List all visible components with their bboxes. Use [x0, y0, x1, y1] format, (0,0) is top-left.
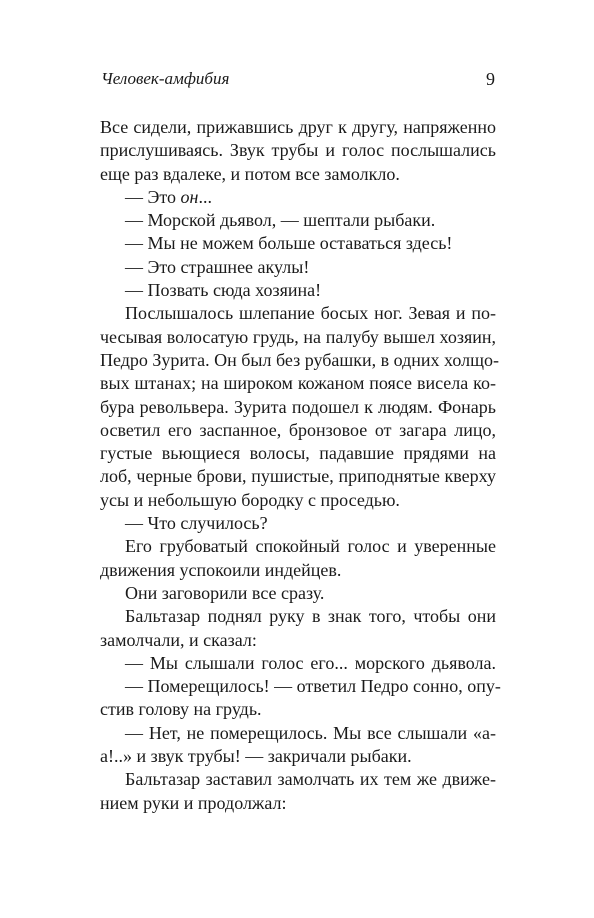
text-line [100, 722, 496, 745]
text-line [100, 792, 496, 815]
text-line-content: — Мы не можем больше оставаться здесь! [125, 233, 453, 254]
text-line [100, 489, 496, 512]
text-line-content: чесывая волосатую грудь, на палубу вышел хозяин, [100, 326, 496, 347]
text-line-content: Они заговорили все сразу. [125, 582, 325, 603]
text-line [100, 372, 496, 395]
text-line [100, 629, 496, 652]
text-line-content: — Это страшнее акулы! [125, 256, 310, 277]
text-line-content: Бальтазар заставил замолчать их тем же движе- [125, 769, 496, 790]
text-line [100, 652, 496, 675]
text-line [100, 675, 501, 698]
text-line-tail: ... [198, 186, 212, 207]
text-line-content: прислушиваясь. Звук трубы и голос послышались [100, 140, 496, 161]
text-line-content: густые вьющиеся волосы, падавшие прядями на [100, 443, 496, 464]
text-line-content: — Что случилось? [125, 513, 268, 534]
text-line [100, 698, 496, 721]
text-line [100, 326, 496, 349]
running-title: Человек-амфибия [101, 69, 230, 88]
text-line [100, 209, 496, 232]
text-line-content: движения успокоили индейцев. [100, 559, 342, 580]
text-line [100, 232, 496, 255]
text-line [100, 442, 496, 465]
text-line [100, 535, 496, 558]
text-line [100, 605, 496, 628]
text-line-content: Его грубоватый спокойный голос и уверенные [125, 536, 496, 557]
text-line [100, 465, 496, 488]
text-line-content: бура револьвера. Зурита подошел к людям. Фонарь [100, 396, 496, 417]
text-line-content: вых штанах; на широком кожаном поясе висела ко- [100, 373, 496, 394]
text-line-content: — Нет, не померещилось. Мы все слышали «а- [125, 722, 496, 743]
text-line-content: — Мы слышали голос его... морского дьявола. [125, 652, 496, 673]
text-line-content: стив голову на грудь. [100, 699, 262, 720]
text-line [100, 419, 496, 442]
text-line-content: — Позвать сюда хозяина! [125, 280, 322, 301]
text-line [100, 302, 496, 325]
text-line-content: усы и небольшую бородку с проседью. [100, 489, 400, 510]
body-text [100, 116, 501, 815]
running-head [101, 69, 495, 89]
text-line-content: — Померещилось! — ответил Педро сонно, опу- [125, 676, 501, 697]
text-line-content: а!..» и звук трубы! — закричали рыбаки. [100, 746, 412, 767]
text-line [100, 396, 496, 419]
text-line-content: Бальтазар поднял руку в знак того, чтобы они [125, 606, 496, 627]
text-line-content: — Это [125, 186, 181, 207]
text-line [100, 163, 496, 186]
text-line [100, 186, 496, 209]
text-line-content: осветил его заспанное, бронзовое от загара лицо, [100, 419, 496, 440]
text-line [100, 559, 496, 582]
text-line-content: Все сидели, прижавшись друг к другу, напряженно [100, 117, 496, 137]
text-line-content: — Морской дьявол, — шептали рыбаки. [125, 210, 436, 231]
text-line-content: замолчали, и сказал: [100, 629, 257, 650]
page-number: 9 [486, 69, 495, 89]
text-line-content: лоб, черные брови, пушистые, приподнятые кверху [100, 466, 496, 487]
text-line-content: еще раз вдалеке, и потом все замолкло. [100, 163, 400, 184]
text-line [100, 745, 496, 768]
text-line [100, 116, 496, 139]
text-line [100, 768, 496, 791]
text-line [100, 256, 496, 279]
italic-emphasis: он [180, 186, 199, 207]
text-line [100, 349, 499, 372]
text-line [100, 139, 496, 162]
text-line [100, 279, 496, 302]
text-line [100, 582, 496, 605]
text-line-content: Послышалось шлепание босых ног. Зевая и по- [125, 303, 496, 324]
text-line-content: Педро Зурита. Он был без рубашки, в одних холщо- [100, 349, 499, 370]
text-line-content: нием руки и продолжал: [100, 792, 287, 813]
text-line [100, 512, 496, 535]
